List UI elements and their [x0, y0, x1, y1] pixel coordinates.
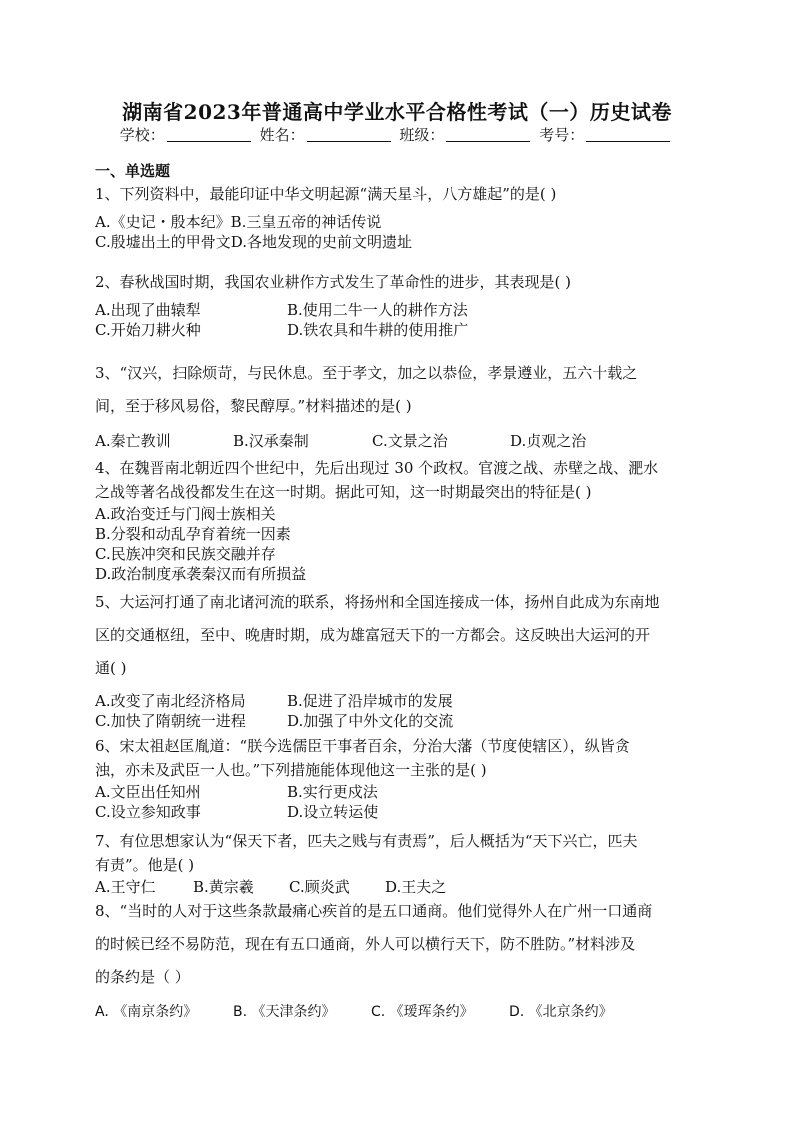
- question-stem: 3、“汉兴，扫除烦苛，与民休息。至于孝文，加之以恭俭，孝景遵业，五六十载之 间，至于移风易俗，黎民醇厚。”材料描述的是( ): [95, 364, 638, 415]
- question-3: [95, 357, 705, 453]
- question-6: [95, 734, 705, 822]
- option-b[interactable]: B.汉承秦制: [233, 432, 309, 450]
- option-d[interactable]: D.王夫之: [385, 878, 447, 896]
- option-d[interactable]: D.加强了中外文化的交流: [287, 712, 454, 730]
- question-stem: 8、“当时的人对于这些条款最痛心疾首的是五口通商。他们觉得外人在广州一口通商 的时候已经不易防范，现在有五口通商，外人可以横行天下，防不胜防。”材料涉及 的条约是（ ）: [95, 902, 653, 986]
- question-stem: 2、春秋战国时期，我国农业耕作方式发生了革命性的进步，其表现是( ): [95, 273, 572, 291]
- question-1: [95, 182, 705, 252]
- option-c[interactable]: C.加快了隋朝统一进程: [95, 712, 246, 730]
- option-d[interactable]: D.铁农具和牛耕的使用推广: [287, 321, 469, 339]
- option-b[interactable]: B.实行更戍法: [287, 783, 378, 801]
- name-label: 姓名：: [259, 126, 305, 144]
- option-list: [95, 1000, 705, 1024]
- school-label: 学校：: [119, 126, 165, 144]
- question-stem: 4、在魏晋南北朝近四个世纪中，先后出现过 30 个政权。官渡之战、赤壁之战、淝水 之战等著名战役都发生在这一时期。据此可知，这一时期最突出的特征是( ): [95, 459, 659, 501]
- option-a[interactable]: A.文臣出任知州: [95, 783, 201, 801]
- class-blank[interactable]: [446, 127, 530, 142]
- option-list: [95, 782, 705, 822]
- option-row[interactable]: C.殷墟出土的甲骨文D.各地发现的史前文明遗址: [95, 233, 412, 251]
- option-list: [95, 691, 705, 731]
- option-c[interactable]: C.文景之治: [372, 432, 448, 450]
- option-row[interactable]: A.《史记・殷本纪》B.三皇五帝的神话传说: [95, 213, 382, 231]
- question-8: [95, 895, 705, 1024]
- class-label: 班级：: [399, 126, 445, 144]
- option-a[interactable]: A. 《南京条约》: [95, 1004, 198, 1020]
- question-stem: 5、大运河打通了南北诸河流的联系，将扬州和全国连接成一体，扬州自此成为东南地 区的交通枢纽，至中、晚唐时期，成为雄富冠天下的一方都会。这反映出大运河的开 通( ): [95, 593, 660, 677]
- option-a[interactable]: A.王守仁: [95, 878, 156, 896]
- school-blank[interactable]: [167, 127, 251, 142]
- option-b[interactable]: B.促进了沿岸城市的发展: [287, 692, 453, 710]
- option-c[interactable]: C. 《瑷珲条约》: [371, 1004, 474, 1020]
- student-info-line: [0, 124, 794, 145]
- option-b[interactable]: B. 《天津条约》: [233, 1004, 336, 1020]
- option-a[interactable]: A.政治变迁与门阀士族相关: [95, 505, 276, 523]
- option-d[interactable]: D.政治制度承袭秦汉而有所损益: [95, 565, 307, 583]
- option-c[interactable]: C.设立参知政事: [95, 803, 201, 821]
- question-4: [95, 456, 705, 584]
- option-list: [95, 300, 705, 340]
- option-c[interactable]: C.顾炎武: [289, 878, 350, 896]
- option-list: [95, 504, 705, 584]
- option-d[interactable]: D. 《北京条约》: [509, 1004, 613, 1020]
- option-list: [95, 212, 705, 252]
- question-2: [95, 270, 705, 340]
- option-a[interactable]: A.出现了曲辕犁: [95, 301, 201, 319]
- option-b[interactable]: B.黄宗羲: [193, 878, 254, 896]
- exam-number-blank[interactable]: [586, 127, 670, 142]
- question-stem: 7、有位思想家认为“保天下者，匹夫之贱与有责焉”，后人概括为“天下兴亡，匹夫 有责”。他是( ): [95, 832, 638, 874]
- option-c[interactable]: C.民族冲突和民族交融并存: [95, 545, 276, 563]
- option-list: [95, 429, 705, 453]
- name-blank[interactable]: [307, 127, 391, 142]
- exam-title: 湖南省2023年普通高中学业水平合格性考试（一）历史试卷: [122, 100, 672, 124]
- option-a[interactable]: A.改变了南北经济格局: [95, 692, 246, 710]
- option-d[interactable]: D.设立转运使: [287, 803, 379, 821]
- option-d[interactable]: D.贞观之治: [510, 432, 587, 450]
- option-c[interactable]: C.开始刀耕火种: [95, 321, 201, 339]
- option-a[interactable]: A.秦亡教训: [95, 432, 171, 450]
- question-stem: 6、宋太祖赵匡胤道：“朕今选儒臣干事者百余，分治大藩（节度使辖区），纵皆贪 浊，亦未及武臣一人也。”下列措施能体现他这一主张的是( ): [95, 737, 630, 779]
- option-b[interactable]: B.使用二牛一人的耕作方法: [287, 301, 468, 319]
- question-5: [95, 586, 705, 731]
- option-b[interactable]: B.分裂和动乱孕育着统一因素: [95, 525, 291, 543]
- option-list: [95, 877, 705, 897]
- section-title: 一、单选题: [95, 162, 171, 180]
- question-7: [95, 829, 705, 897]
- exam-number-label: 考号：: [539, 126, 585, 144]
- question-stem: 1、下列资料中，最能印证中华文明起源“满天星斗，八方雄起”的是( ): [95, 185, 557, 203]
